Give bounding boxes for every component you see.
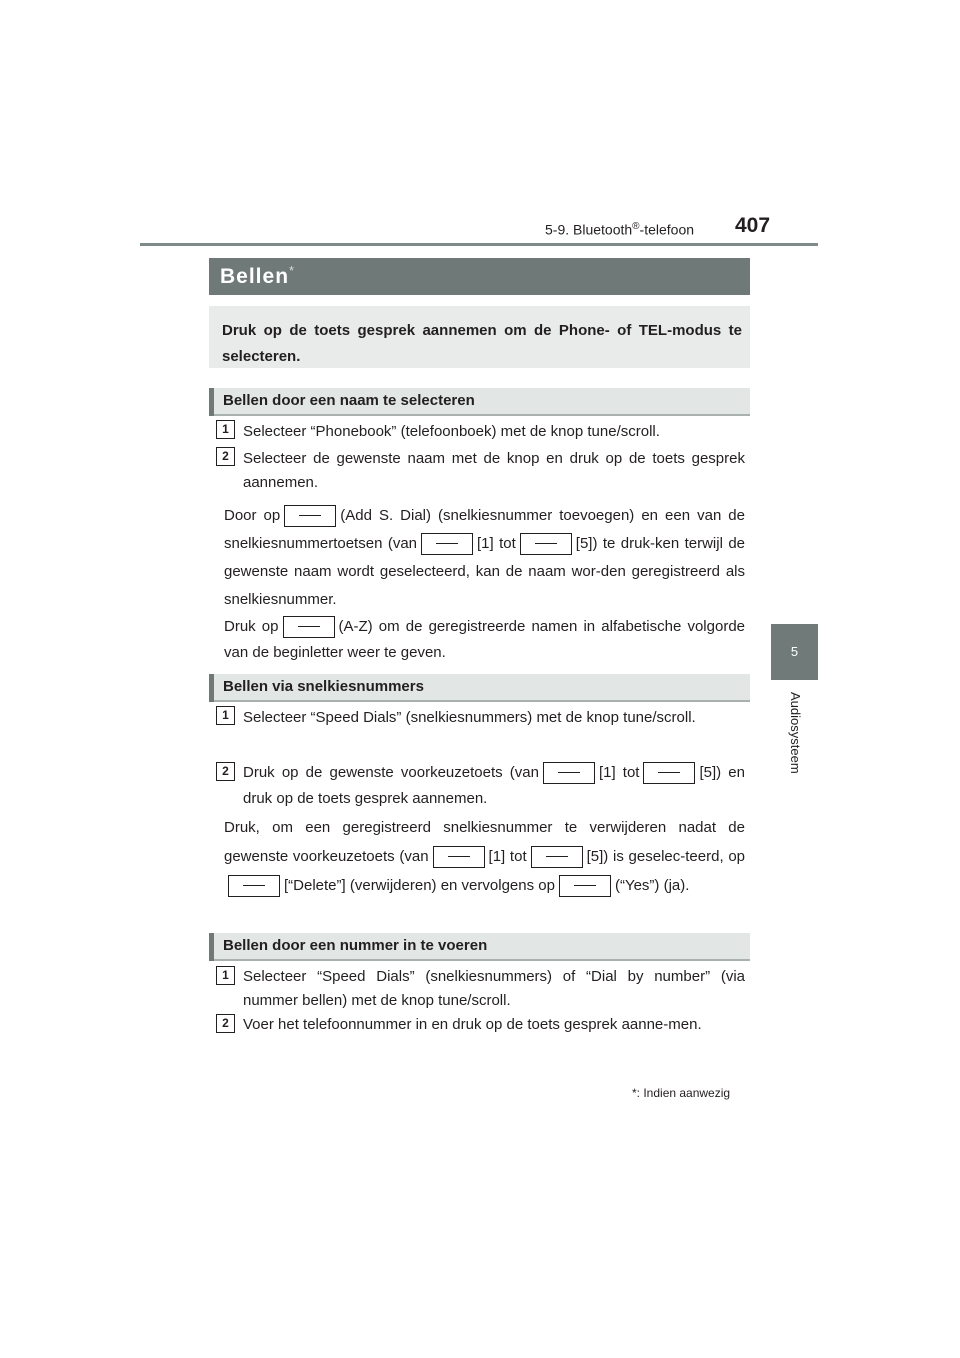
button-icon <box>284 505 336 527</box>
optional-marker: * <box>289 263 296 278</box>
note-paragraph: Druk op (A-Z) om de geregistreerde namen in alfabetische volgorde van de beginletter weer te geven. <box>224 618 745 661</box>
subheading-bar <box>209 388 750 416</box>
button-icon <box>228 875 280 897</box>
subheading: Bellen door een nummer in te voeren <box>223 937 488 954</box>
button-icon <box>520 533 572 555</box>
subheading: Bellen door een naam te selecteren <box>223 392 475 409</box>
chapter-label <box>776 692 816 792</box>
button-icon <box>433 846 485 868</box>
button-icon <box>543 762 595 784</box>
intro-text: Druk op de toets gesprek aannemen om de Phone- of TEL-modus te selecteren. <box>222 322 742 365</box>
running-header <box>545 221 694 238</box>
subheading-bar <box>209 674 750 702</box>
step-number: 1 <box>216 420 235 439</box>
footnote-marker: * <box>632 1086 637 1100</box>
note-paragraph: Door op (Add S. Dial) (snelkiesnummer toevoegen) en een van de snelkiesnummertoetsen (van [1] tot [5]) te druk-ken terwijl de gewenste naam wordt geselecteerd, kan de naam wor-den geregistreerd als snelkiesnummer. <box>224 507 746 608</box>
footnote-text: : Indien aanwezig <box>636 1086 731 1100</box>
section-title-bar <box>209 258 750 295</box>
subheading: Bellen via snelkiesnummers <box>223 678 424 695</box>
chapter-label-text: Audiosysteem <box>788 692 803 774</box>
footnote <box>632 1086 730 1100</box>
step-number: 1 <box>216 966 235 985</box>
step-text: Druk op de gewenste voorkeuzetoets (van [1] tot [5]) en druk op de toets gesprek aannemen. <box>243 764 745 807</box>
subheading-bar <box>209 933 750 961</box>
button-icon <box>559 875 611 897</box>
step-text: Voer het telefoonnummer in en druk op de toets gesprek aanne-men. <box>243 1016 702 1033</box>
registered-mark: ® <box>632 221 640 232</box>
step-number: 2 <box>216 447 235 466</box>
step-text: Selecteer de gewenste naam met de knop en druk op de toets gesprek aannemen. <box>243 450 745 491</box>
step-number: 1 <box>216 706 235 725</box>
section-title: 5-9. Bluetooth <box>545 221 633 238</box>
page-number: 407 <box>735 214 771 237</box>
step-number: 2 <box>216 1014 235 1033</box>
header-rule <box>140 243 818 246</box>
note-paragraph: Druk, om een geregistreerd snelkiesnummer te verwijderen nadat de gewenste voorkeuzetoets (van [1] tot [5]) is geselec-teerd, op[“Delete”] (verwijderen) en vervolgens op (“Yes”) (ja). <box>224 813 745 900</box>
intro-box <box>209 306 750 368</box>
step-text: Selecteer “Speed Dials” (snelkiesnummers) of “Dial by number” (via nummer bellen) met de knop tune/scroll. <box>243 968 745 1009</box>
step-text: Selecteer “Phonebook” (telefoonboek) met de knop tune/scroll. <box>243 423 660 440</box>
button-icon <box>283 616 335 638</box>
button-icon <box>531 846 583 868</box>
step-text: Selecteer “Speed Dials” (snelkiesnummers) met de knop tune/scroll. <box>243 709 696 726</box>
section-title-suffix: -telefoon <box>639 221 695 238</box>
button-icon <box>421 533 473 555</box>
button-icon <box>643 762 695 784</box>
page-title: Bellen <box>220 265 290 288</box>
step-number: 2 <box>216 762 235 781</box>
chapter-tab: 5 <box>771 624 818 680</box>
